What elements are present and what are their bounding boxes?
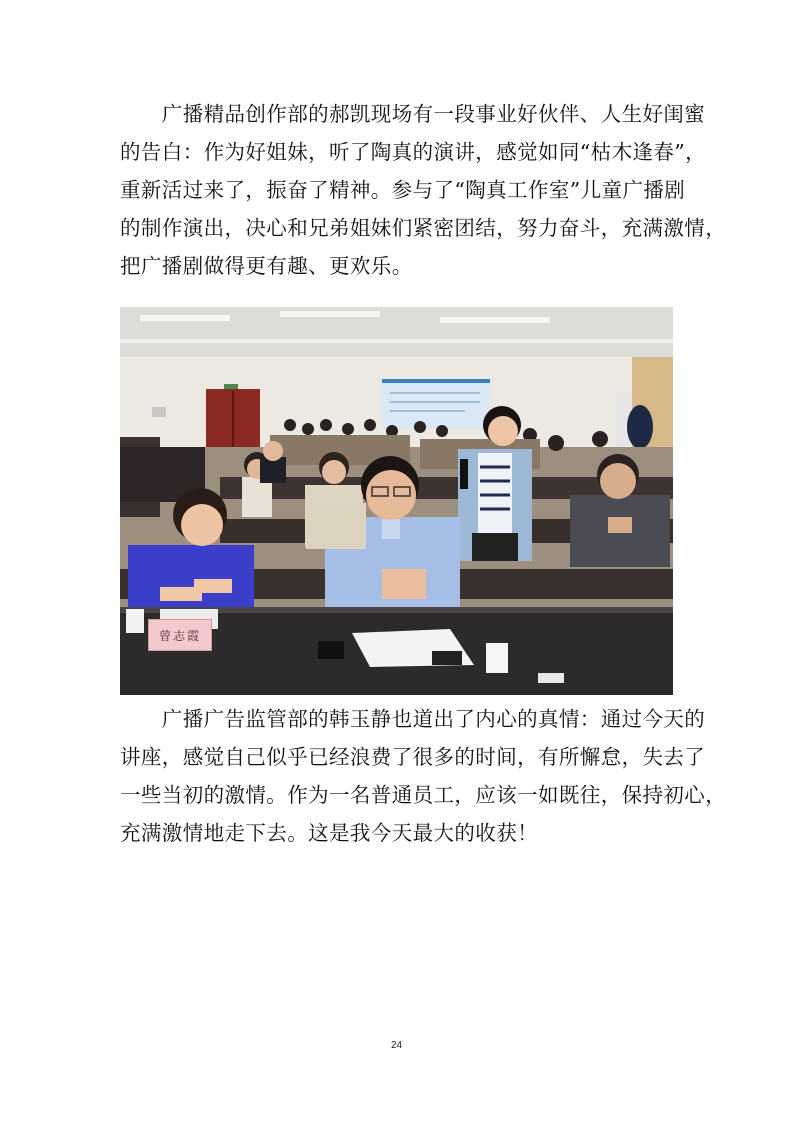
text-line: 的制作演出，决心和兄弟姐妹们紧密团结，努力奋斗，充满激情，: [120, 216, 727, 240]
text-line: 把广播剧做得更有趣、更欢乐。: [120, 254, 413, 278]
paragraph-2: [120, 700, 727, 852]
text-line: 广播精品创作部的郝凯现场有一段事业好伙伴、人生好闺蜜: [120, 102, 706, 126]
name-card-text: 曾志霞: [158, 628, 201, 643]
name-card: [148, 619, 212, 651]
text-line: 一些当初的激情。作为一名普通员工，应该一如既往，保持初心，: [120, 783, 727, 807]
text-line: 讲座，感觉自己似乎已经浪费了很多的时间，有所懈怠，失去了: [120, 745, 706, 769]
text-line: 充满激情地走下去。这是我今天最大的收获！: [120, 821, 538, 845]
text-line: 广播广告监管部的韩玉静也道出了内心的真情：通过今天的: [120, 707, 706, 731]
event-photo: [120, 307, 673, 695]
text-line: 重新活过来了，振奋了精神。参与了“陶真工作室”儿童广播剧: [120, 178, 686, 202]
page-number: 24: [390, 1040, 403, 1051]
paragraph-1: [120, 95, 727, 285]
text-line: 的告白：作为好姐妹，听了陶真的演讲，感觉如同“枯木逢春”，: [120, 140, 707, 164]
